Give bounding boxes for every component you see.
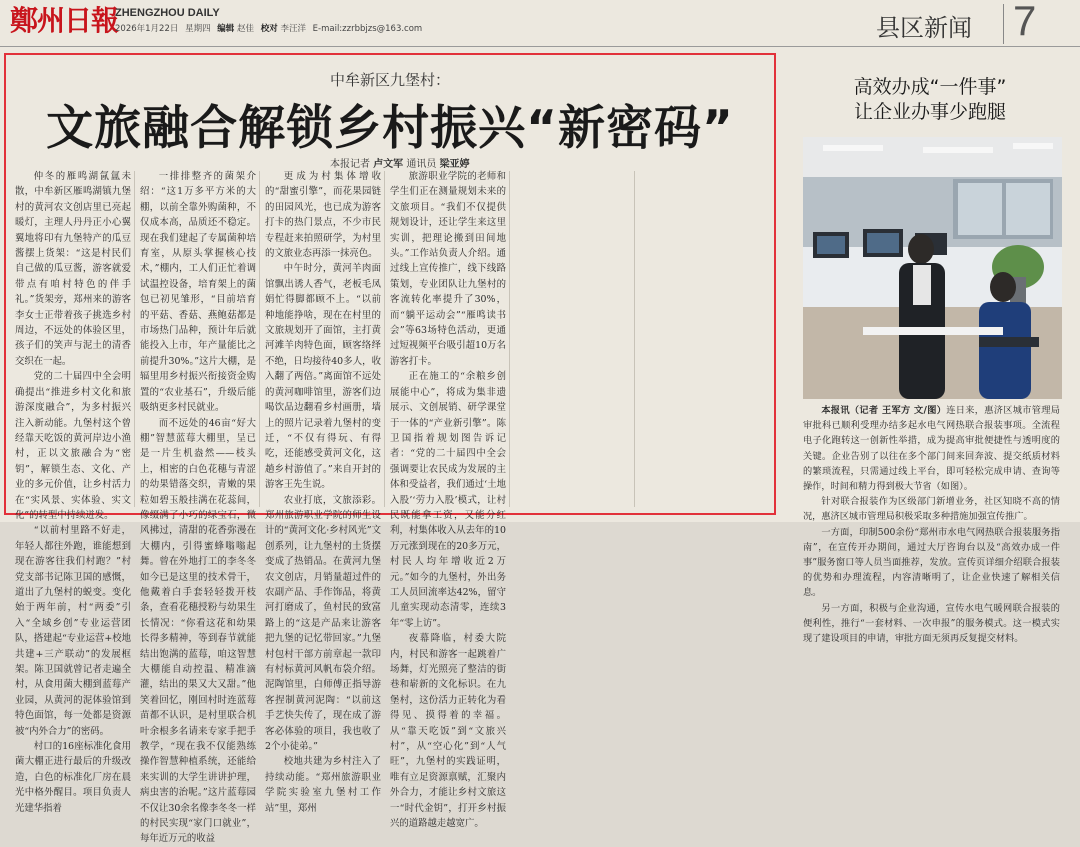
column-divider — [259, 171, 260, 507]
column-divider — [384, 171, 385, 507]
paragraph: 更成为村集体增收的“甜蜜引擎”，而花果园链的田园风光，也已成为游客打卡的热门景点，不少市民专程赶来拍照研学，为村里的文旅业态再添一抹亮色。 — [265, 171, 381, 260]
newspaper-logo: 鄭州日報 — [10, 4, 119, 37]
article-column-5 — [515, 169, 631, 509]
byline-correspondent: 梁亚婷 — [439, 159, 470, 170]
column-divider — [634, 171, 635, 507]
masthead-rule — [0, 46, 1080, 47]
sidebar-headline — [790, 75, 1070, 125]
main-article[interactable] — [4, 53, 776, 845]
masthead — [0, 0, 1080, 46]
page-number: 7 — [1013, 0, 1037, 44]
sidebar-article[interactable] — [790, 53, 1080, 645]
paragraph: 仲冬的雁鸣湖氤氲未散，中牟新区雁鸣湖镇九堡村的黄河农文创店里已亮起暖灯，主理人丹丹正小心翼翼地将印有九堡特产的瓜豆酱摆上货架：“这是村民们自己做的瓜豆酱，游客就爱带点有咱村特色的伴手礼。”货架旁，郑州来的游客李女士正带着孩子挑选乡村周边，不远处的体验区里，孩子们的笑声与泥土的清香交织在一起。 — [15, 171, 131, 367]
proofreader-label: 校对 — [260, 24, 278, 34]
paragraph: 党的二十届四中全会明确提出“推进乡村文化和旅游深度融合”，为多村振兴注入新动能。九堡村这个曾经靠天吃饭的黄河岸边小渔村，正以文旅融合为“密钥”，解锁生态、文化、产业的多元价值，让乡村活力在“实风景、实体验、实文化”的转型中持续迸发。 — [15, 371, 131, 521]
proofreader-name: 李汪洋 — [280, 24, 306, 34]
article-column-1-text — [15, 169, 131, 816]
editor-name: 赵佳 — [237, 24, 255, 34]
byline-reporter: 卢文军 — [373, 159, 404, 170]
news-photo — [803, 137, 1062, 399]
paragraph: 旅游职业学院的老师和学生们正在测量规划未来的文旅项目。“我们不仅提供规划设计，还让学生来这里实训，把理论搬到田间地头。”工作站负责人介绍。通过线上宣传推广，线下线路策划，专业团队让九堡村的客流转化率提升了30%，而“躺平运动会”“雁鸣读书会”等63场特色活动，更通过短视频平台吸引超10万名游客打卡。 — [390, 171, 506, 367]
paragraph: 校地共建为乡村注入了持续动能。“郑州旅游职业学院实验室九堡村工作站”里，郑州 — [265, 756, 381, 814]
article-kicker: 中牟新区九堡村： — [329, 71, 450, 89]
sidebar-body-text — [803, 403, 1060, 646]
article-column-4 — [390, 169, 506, 830]
article-byline — [330, 155, 470, 170]
article-column-6 — [640, 169, 768, 509]
column-divider — [134, 171, 135, 507]
issue-meta — [115, 22, 426, 34]
service-hall-photo — [803, 137, 1062, 399]
paragraph: 中午时分，黄河羊肉面馆飘出诱人香气，老板毛凤娟忙得脚都顾不上。“以前种地能挣啥，现在在村里的文旅规划开了面馆，主打黄河滩羊肉特色面，顾客络绎不绝，日均接待40多人，收入翻了两倍。”离面馆不远处的黄河咖啡馆里，游客们边喝饮品边翻看乡村画册，墙上的照片记录着九堡村的变迁，“不仅有得玩、有得吃，还能感受黄河文化，这趟乡村游值了。”来自开封的游客王先生说。 — [265, 263, 381, 491]
contact-email: E-mail:zzrbbjzs@163.com — [312, 24, 423, 34]
column-divider — [509, 171, 510, 507]
article-column-1 — [15, 169, 131, 814]
section-title: 县区新闻 — [876, 14, 972, 42]
section-divider — [1003, 4, 1004, 44]
sidebar-headline-line-1: 高效办成“一件事” — [853, 76, 1007, 98]
article-column-4-text — [390, 169, 506, 831]
article-headline: 文旅融合解锁乡村振兴“新密码” — [46, 101, 734, 156]
paragraph: 针对联合报装作为区级部门新增业务，社区知晓不高的情况，惠济区城市管理局积极采取多种措施加强宣传推广。 — [803, 496, 1060, 523]
paragraph: “以前村里路不好走，年轻人都往外跑，谁能想到现在游客往我们村跑？”村党支部书记陈卫国的感慨，道出了九堡村的蜕变。变化始于两年前，村“两委”引入“全域乡创”专业运营团队，搭建起“专业运营+校地共建+三产联动”的发展框架。陈卫国就曾记者走遍全村，从食用菌大棚到蓝莓产业园，从黄河的泥体验馆到特色面馆，每一处都是资源被“内外合力”的密码。 — [15, 525, 131, 737]
dateline: 本报讯（记者 王军方 文/图） — [821, 405, 947, 416]
article-column-3-text — [265, 169, 381, 816]
paragraph: 一方面，印制500余份“郑州市水电气网热联合报装服务指南”，在宣传开办期间，通过大厅咨询台以及“高效办成一件事”服务窗口等人员当面推荐，发放。宣传页详细介绍联合报装的优势和办理流程，内容清晰明了，让企业快速了解相关信息。 — [803, 526, 1060, 599]
editor-label: 编辑 — [217, 24, 235, 34]
article-column-2 — [140, 169, 256, 845]
paragraph: 本报讯（记者 王军方 文/图）连日来，惠济区城市管理局审批科已顺利受理办结多起水电气网热联合报装事项。全流程电子化跑转这一创新性举措，成为提高审批便捷性与透明度的关键。企业告别了以往在多个部门间来回奔波、提交纸质材料的繁琐流程，只需通过线上平台，即可轻松完成申请、查询等操作，时间和精力得到极大节省（如图）。 — [803, 405, 1060, 493]
issue-date: 2026年1月22日 — [115, 24, 179, 34]
paragraph: 一排排整齐的菌架介绍：“这1万多平方米的大棚，以前全靠外购菌种，不仅成本高，品质还不稳定。现在我们建起了专属菌种培育室，从原头掌握核心技术，”棚内，工人们正忙着调试温控设备，培育架上的菌包已初见雏形，“目前培育的平菇、香菇、燕鲍菇都是市场热门品种，预计年后就能投入上市，年产量能比之前提升30%。”这片大棚，是辐里用乡村振兴衔接资金购置的“农业基石”，升级后能吸纳更多村民就业。 — [140, 171, 256, 414]
paragraph: 另一方面，积极与企业沟通，宣传水电气暖网联合报装的便利性，推行“一套材料、一次申报”的服务模式。这一模式实现了建设项目的申请，审批方面无须再反复提交材料。 — [803, 602, 1060, 645]
paragraph: 而不远处的46亩“好大棚”智慧蓝莓大棚里，呈已是一片生机盎然——枝头上，相密的白色花穗与青涩的幼果错落交织，青嫩的果粒如碧玉般挂满在花蕊间，像缀满了小巧的绿宝石，微风拂过，清甜的花香弥漫在大棚内，引得蜜蜂嗡嗡起舞。曾在外地打工的李冬冬如今已是这里的技术骨干，他戴着白手套轻轻拨开枝条，查看花穗授粉与幼果生长情况：“你看这花和幼果长得多精神，等到春节就能结出饱满的蓝莓，咱这智慧大棚能自动控温、精准滴灌，结出的果又大又甜。”他笑着回忆，刚回村时连蓝莓苗都不认识，是村里联合机叶余根多名请来专家手把手教学，“现在我不仅能熟练操作智慧种植系统，还能给来实训的大学生讲讲护理，病虫害的治呢。”这片蓝莓园不仅让30余名像李冬冬一样的村民实现“家门口就业”，每年近万元的收益 — [140, 417, 256, 845]
article-column-2-text — [140, 169, 256, 847]
byline-reporter-label: 本报记者 — [330, 159, 370, 170]
byline-correspondent-label: 通讯员 — [406, 159, 437, 170]
article-column-3 — [265, 169, 381, 814]
issue-weekday: 星期四 — [185, 24, 211, 34]
paragraph: 夜幕降临，村委大院内，村民和游客一起跳着广场舞，灯光照亮了整洁的街巷和崭新的文化标识。在九堡村，这份活力正转化为看得见、摸得着的幸福。从“靠天吃饭”到“文旅兴村”，从“空心化”到“人气旺”，九堡村的实践证明，唯有立足资源禀赋，汇聚内外合力，才能让乡村文旅这一“时代金钥”，打开乡村振兴的道路越走越宽广。 — [390, 633, 506, 830]
sidebar-headline-line-2: 让企业办事少跑腿 — [853, 101, 1006, 123]
paragraph: 村口的16座标准化食用菌大棚正进行最后的升级改造，白色的标准化厂房在晨光中格外醒目。项目负责人光建华指着 — [15, 741, 131, 814]
newspaper-english-name: ZHENGZHOU DAILY — [115, 7, 220, 19]
paragraph: 农业打底，文旅添彩。郑州旅游职业学院的师生设计的“黄河文化·乡村风光”文创系列，让九堡村的土货摆变成了热销品。在黄河九堡农文创店，月销量超过件的农副产品、手作饰品，将黄河打磨成了，鱼村民的致富路上的“这是产品来让游客把九堡的记忆带回家。”九堡村包村干部方前章起一款印有村标黄河风帆布袋介绍。泥陶馆里，白师傅正指导游客捏制黄河泥陶：“以前这手艺快失传了，现在成了游客必体验的项目，我也收了2个小徒弟。” — [265, 494, 381, 753]
sidebar-body — [803, 403, 1060, 646]
paragraph: 正在施工的“余粮乡创展能中心”，将成为集非遗展示、文创展销、研学课堂于一体的“产业新引擎”。陈卫国指着规划图告诉记者：“党的二十届四中全会强调要让农民成为发展的主体和受益者，我们通过‘土地入股’‘劳力入股’模式，让村民既能拿工资，又能分红利，村集体收入从去年的10万元涨到现在的20多万元，村民人均年增收近2万元。”如今的九堡村，外出务工人员回流率达42%，留守儿童实现动态清零，连续3年“零上访”。 — [390, 371, 506, 629]
